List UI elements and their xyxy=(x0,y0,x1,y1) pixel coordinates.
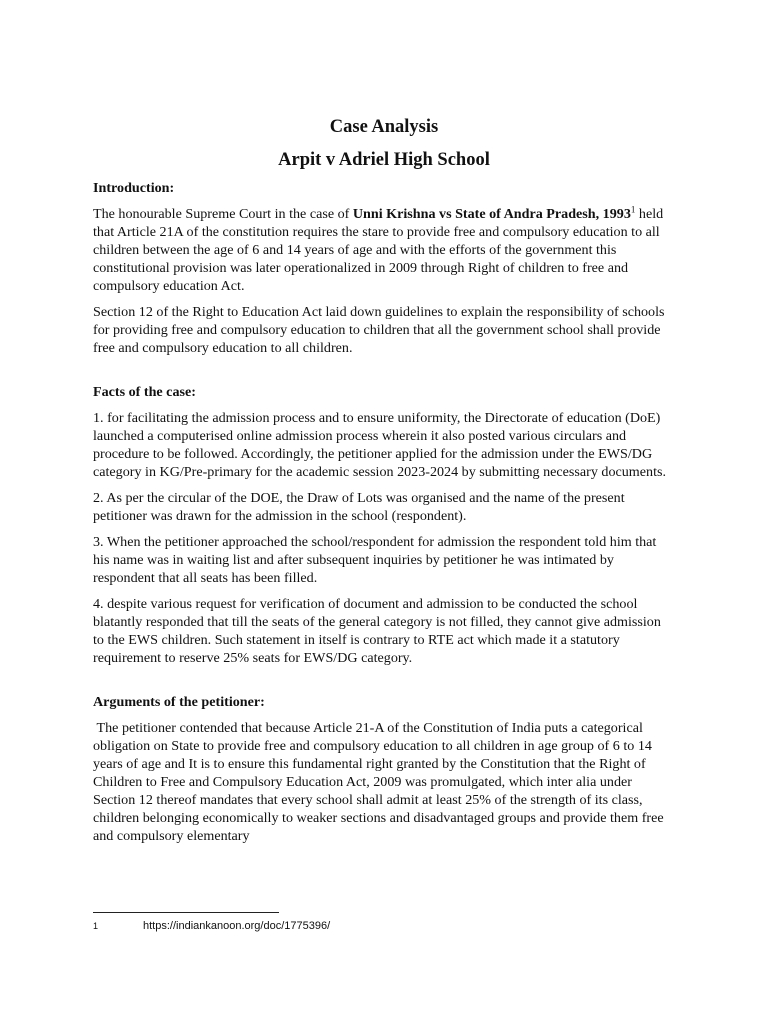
intro-text-after: held that Article 21A of the constitution requires the stare to provide free and compulsory education to all children between the age of 6 and 14 years of age and with the efforts of the government this constitutional provision was later operationalized in 2009 through Right of children to free and compulsory education Act. xyxy=(93,206,664,294)
section-spacer xyxy=(93,365,675,383)
section-spacer xyxy=(93,675,675,693)
footnote-separator xyxy=(93,912,279,913)
footnote-reference[interactable]: 1 xyxy=(630,204,636,215)
fact-item-4: 4. despite various request for verification of document and admission to be conducted the school blatantly responded that till the seats of the general category is not filled, they cannot give admission to the EWS children. Such statement in itself is contrary to RTE act which made it a statutory requirement to reserve 25% seats for EWS/DG category. xyxy=(93,596,661,666)
footnote xyxy=(93,919,675,933)
arguments-heading: Arguments of the petitioner: xyxy=(93,694,265,710)
facts-heading: Facts of the case: xyxy=(93,384,196,400)
case-citation: Unni Krishna vs State of Andra Pradesh, 1993 xyxy=(352,206,631,222)
footnote-link[interactable]: https://indiankanoon.org/doc/1775396/ xyxy=(143,920,331,932)
fact-item-2: 2. As per the circular of the DOE, the Draw of Lots was organised and the name of the present petitioner was drawn for the admission in the school (respondent). xyxy=(93,490,625,524)
document-title: Case Analysis xyxy=(329,117,439,137)
introduction-paragraph-2: Section 12 of the Right to Education Act laid down guidelines to explain the responsibility of schools for providing free and compulsory education to children that all the government school shall provide free and compulsory education to all children. xyxy=(93,304,665,356)
footnote-number: 1 xyxy=(93,921,99,931)
arguments-paragraph-1: The petitioner contended that because Article 21-A of the Constitution of India puts a categorical obligation on State to provide free and compulsory education to all children in age group of 6 to 14 years of age and It is to ensure this fundamental right granted by the Constitution that the Right of Children to Free and Compulsory Education Act, 2009 was promulgated, which inter alia under Section 12 thereof mandates that every school shall admit at least 25% of the strength of its class, children belonging economically to weaker sections and disadvantaged groups and provide them free and compulsory elementary xyxy=(93,720,668,844)
fact-item-3: 3. When the petitioner approached the school/respondent for admission the respondent told him that his name was in waiting list and after subsequent inquiries by petitioner he was intimated by respondent that all seats has been filled. xyxy=(93,534,657,586)
document-subtitle: Arpit v Adriel High School xyxy=(278,150,490,170)
document-page xyxy=(93,116,675,853)
introduction-paragraph-1 xyxy=(93,205,675,295)
intro-text-before: The honourable Supreme Court in the case of xyxy=(93,206,353,222)
fact-item-1: 1. for facilitating the admission process and to ensure uniformity, the Directorate of education (DoE) launched a computerised online admission process wherein it also posted various circulars and procedure to be followed. Accordingly, the petitioner applied for the admission under the EWS/DG category in KG/Pre-primary for the academic session 2023-2024 by submitting necessary documents. xyxy=(93,410,666,480)
introduction-heading: Introduction: xyxy=(93,180,175,196)
